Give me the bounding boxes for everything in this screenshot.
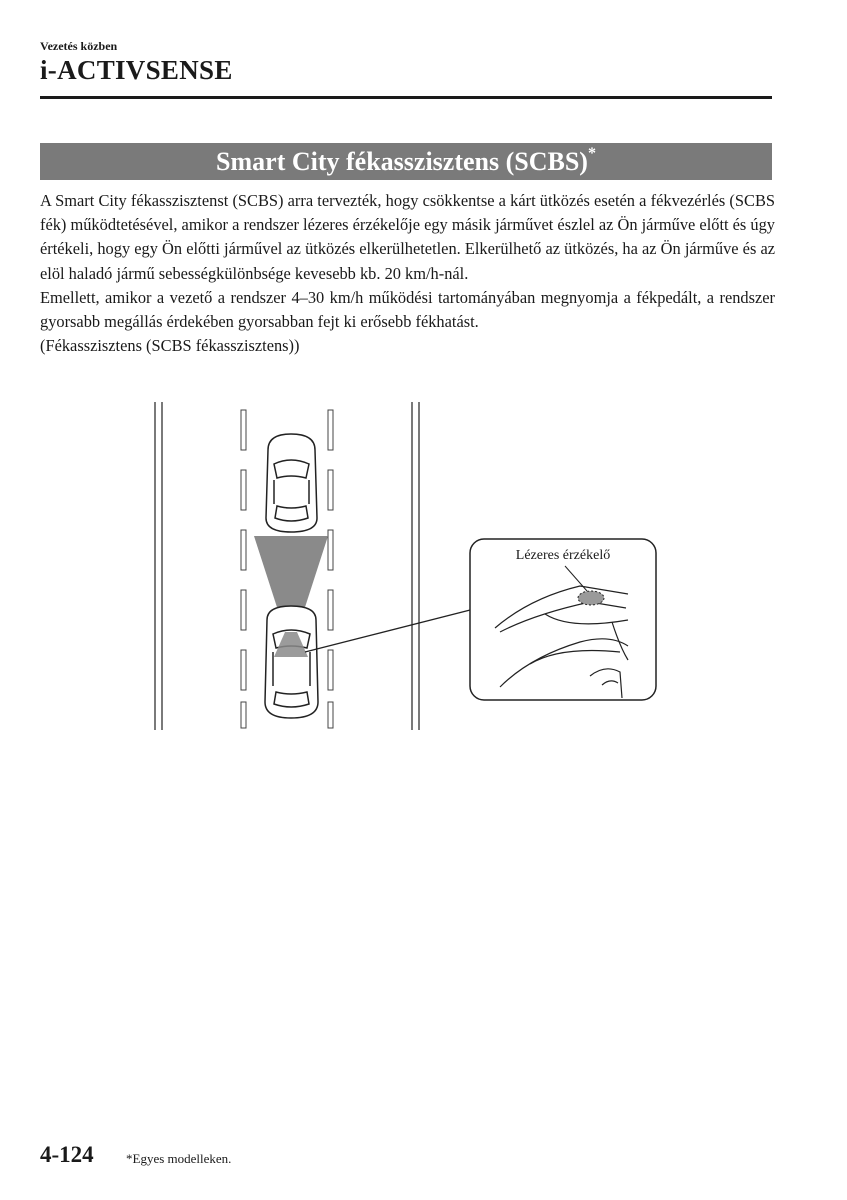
body-paragraph-3: (Fékasszisztens (SCBS fékasszisztens)): [40, 336, 300, 356]
footnote: *Egyes modelleken.: [126, 1151, 232, 1166]
section-heading: [40, 143, 772, 180]
page-number: 4-124: [40, 1142, 94, 1167]
body-text: [40, 189, 775, 358]
scbs-illustration: [150, 402, 670, 732]
sensor-label: Lézeres érzékelő: [515, 548, 611, 563]
section-label: Vezetés közben: [40, 39, 118, 53]
own-car: [265, 606, 318, 718]
chapter-divider: [40, 96, 772, 99]
optional-equipment-asterisk: *: [587, 145, 596, 162]
chapter-title: i-ACTIVSENSE: [40, 55, 233, 85]
laser-sensor: [578, 591, 604, 605]
sensor-inset-frame: [470, 539, 656, 700]
front-car: [266, 434, 317, 532]
body-paragraph-2: Emellett, amikor a vezető a rendszer 4–30 km/h működési tartományában megnyomja a fékpedált, a rendszer gyorsabb megállás érdekében gyorsabban fejt ki erősebb fékhatást.: [40, 287, 775, 332]
section-heading-text: Smart City fékasszisztens (SCBS): [216, 147, 588, 176]
body-paragraph-1: A Smart City fékasszisztenst (SCBS) arra tervezték, hogy csökkentse a kárt ütközés esetén a fékvezérlés (SCBS fék) működtetésével, amikor a rendszer lézeres érzékelője egy másik járművet észlel az Ön járműve előtt és úgy értékeli, hogy egy Ön előtti járművel az ütközés elkerülhetetlen. Elkerülhető az ütközés, ha az Ön járműve és az elöl haladó jármű sebességkülönbsége kevesebb kb. 20 km/h-nál.: [40, 191, 775, 283]
